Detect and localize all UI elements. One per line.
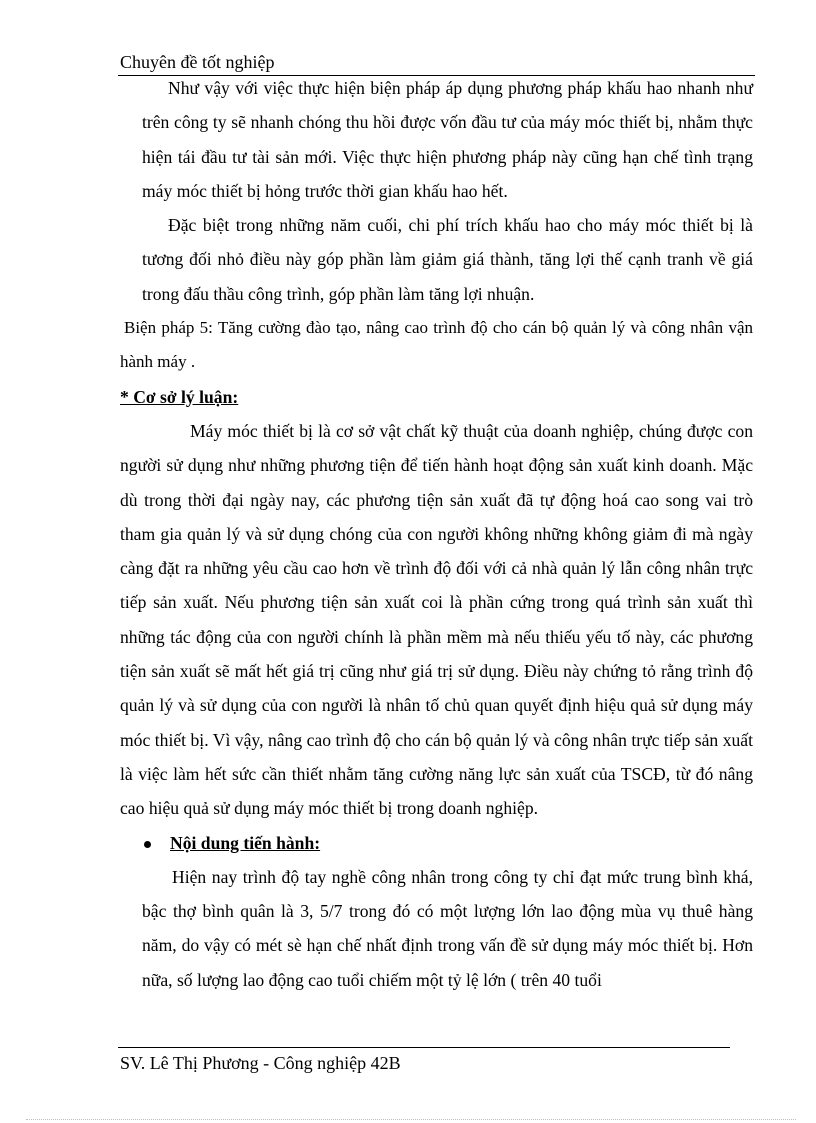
measure-heading: Biện pháp 5: Tăng cường đào tạo, nâng cao trình độ cho cán bộ quản lý và công nhân vận hành máy . <box>120 318 753 372</box>
footer-text: SV. Lê Thị Phương - Công nghiệp 42B <box>120 1053 401 1073</box>
section-heading-theory <box>120 380 753 414</box>
section-heading-text: * Cơ sở lý luận: <box>120 386 239 407</box>
header-title: Chuyên đề tốt nghiệp <box>120 52 275 72</box>
bullet-heading <box>120 826 753 860</box>
content-block <box>120 860 753 997</box>
bullet-dot-icon <box>144 841 151 848</box>
paragraph-theory: Máy móc thiết bị là cơ sở vật chất kỹ thuật của doanh nghiệp, chúng được con người sử dụng như những phương tiện để tiến hành hoạt động sản xuất kinh doanh. Mặc dù trong thời đại ngày nay, các phương tiện sản xuất đã tự động hoá cao song vai trò tham gia quản lý và sử dụng chóng của con người không những không giảm đi mà ngày càng đặt ra những yêu cầu cao hơn về trình độ đối với cả nhà quản lý lẫn công nhân trực tiếp sản xuất. Nếu phương tiện sản xuất coi là phần cứng trong quá trình sản xuất thì những tác động của con người chính là phần mềm mà nếu thiếu yếu tố này, các phương tiện sản xuất sẽ mất hết giá trị cũng như giá trị sử dụng. Điều này chứng tỏ rằng trình độ quản lý và sử dụng của con người là nhân tố chủ quan quyết định hiệu quả sử dụng máy móc thiết bị. Vì vậy, nâng cao trình độ cho cán bộ quản lý và công nhân trực tiếp sản xuất là việc làm hết sức cần thiết nhằm tăng cường năng lực sản xuất của TSCĐ, từ đó nâng cao hiệu quả sử dụng máy móc thiết bị trong doanh nghiệp. <box>120 420 753 819</box>
document-body <box>120 71 753 997</box>
page-edge-divider <box>26 1119 796 1120</box>
intro-block <box>120 71 753 311</box>
paragraph-final-years: Đặc biệt trong những năm cuối, chi phí trích khấu hao cho máy móc thiết bị là tương đối nhỏ điều này góp phần làm giảm giá thành, tăng lợi thế cạnh tranh về giá trong đấu thầu công trình, góp phần làm tăng lợi nhuận. <box>142 215 753 304</box>
bullet-heading-text: Nội dung tiến hành: <box>170 832 321 853</box>
paragraph-current-skill: Hiện nay trình độ tay nghề công nhân trong công ty chỉ đạt mức trung bình khá, bậc thợ bình quân là 3, 5/7 trong đó có một lượng lớn lao động mùa vụ thuê hàng năm, do vậy có mét sè hạn chế nhất định trong vấn đề sử dụng máy móc thiết bị. Hơn nữa, số lượng lao động cao tuổi chiếm một tỷ lệ lớn ( trên 40 tuổi <box>142 866 753 990</box>
footer-rule <box>118 1047 730 1048</box>
paragraph-depreciation-result: Như vậy với việc thực hiện biện pháp áp dụng phương pháp khấu hao nhanh như trên công ty sẽ nhanh chóng thu hồi được vốn đầu tư của máy móc thiết bị, nhằm thực hiện tái đầu tư tài sản mới. Việc thực hiện phương pháp này cũng hạn chế tình trạng máy móc thiết bị hỏng trước thời gian khấu hao hết. <box>142 78 753 201</box>
